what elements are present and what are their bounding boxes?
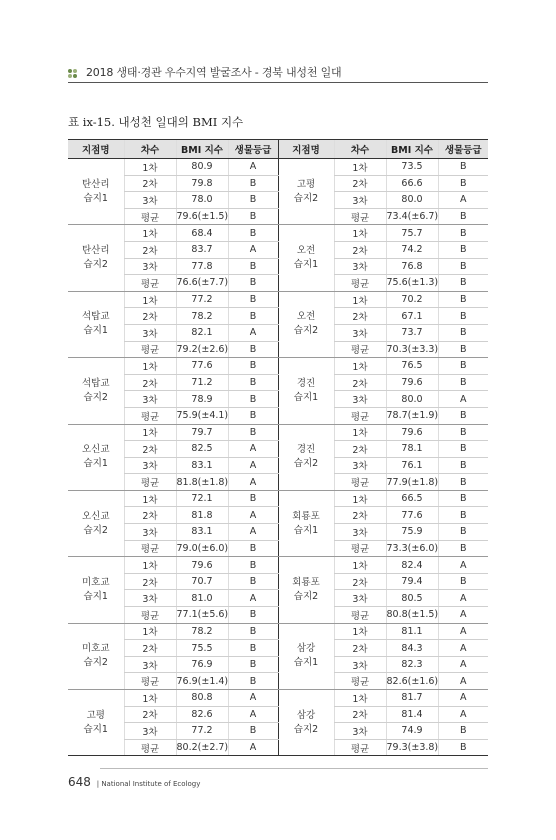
column-header: 차수 — [334, 140, 386, 159]
round-cell: 1차 — [334, 291, 386, 308]
site-name-line: 오전 — [296, 245, 316, 257]
site-name-cell — [278, 358, 334, 424]
bmi-value-cell: 79.6 — [176, 557, 228, 574]
round-cell: 1차 — [124, 424, 176, 441]
grade-cell: B — [438, 241, 488, 258]
bmi-value-cell: 78.1 — [386, 441, 438, 458]
grade-cell: A — [438, 192, 488, 209]
grade-cell: B — [228, 490, 278, 507]
grade-cell: B — [228, 607, 278, 624]
grade-cell: B — [228, 656, 278, 673]
round-cell: 1차 — [334, 225, 386, 242]
site-name-line: 습지2 — [83, 391, 108, 403]
site-name-line: 습지1 — [293, 524, 319, 536]
grade-cell: B — [228, 225, 278, 242]
bmi-value-cell: 70.2 — [386, 291, 438, 308]
round-cell: 2차 — [124, 441, 176, 458]
table-row — [68, 358, 488, 375]
grade-cell: A — [228, 241, 278, 258]
round-cell: 평균 — [334, 474, 386, 491]
table-row — [68, 490, 488, 507]
grade-cell: A — [438, 557, 488, 574]
grade-cell: B — [228, 208, 278, 225]
site-name-line: 오신교 — [81, 444, 110, 456]
grade-cell: A — [438, 391, 488, 408]
bmi-value-cell: 79.3(±3.8) — [386, 739, 438, 756]
round-cell: 2차 — [124, 573, 176, 590]
round-cell: 평균 — [334, 607, 386, 624]
site-name-line: 습지1 — [293, 657, 319, 669]
grade-cell: B — [228, 540, 278, 557]
bmi-value-cell: 81.0 — [176, 590, 228, 607]
round-cell: 2차 — [334, 573, 386, 590]
site-name-line: 습지2 — [83, 657, 108, 669]
grade-cell: B — [438, 490, 488, 507]
bmi-value-cell: 72.1 — [176, 490, 228, 507]
grade-cell: B — [438, 474, 488, 491]
site-name-cell — [68, 424, 124, 490]
column-header: 생물등급 — [228, 140, 278, 159]
bmi-value-cell: 81.1 — [386, 623, 438, 640]
site-name-line: 석탑교 — [81, 311, 110, 323]
round-cell: 2차 — [124, 640, 176, 657]
round-cell: 1차 — [124, 159, 176, 176]
round-cell: 1차 — [334, 690, 386, 707]
site-name-line: 고평 — [296, 178, 316, 190]
site-name-line: 오신교 — [81, 510, 110, 522]
round-cell: 1차 — [124, 623, 176, 640]
table-row — [68, 291, 488, 308]
round-cell: 평균 — [334, 275, 386, 292]
round-cell: 3차 — [124, 656, 176, 673]
page-number: 648 — [68, 775, 91, 789]
site-name-line: 습지2 — [293, 458, 319, 470]
round-cell: 3차 — [124, 192, 176, 209]
grade-cell: B — [438, 407, 488, 424]
site-name-line: 미호교 — [81, 643, 110, 655]
bmi-value-cell: 81.4 — [386, 706, 438, 723]
header-dots-icon — [68, 69, 82, 78]
site-name-cell — [68, 225, 124, 291]
site-name-line: 습지2 — [293, 325, 319, 337]
bmi-value-cell: 67.1 — [386, 308, 438, 325]
table-row — [68, 623, 488, 640]
grade-cell: B — [438, 507, 488, 524]
site-name-line: 습지1 — [83, 723, 108, 735]
table-row — [68, 159, 488, 176]
grade-cell: A — [438, 656, 488, 673]
round-cell: 평균 — [124, 208, 176, 225]
site-name-line: 미호교 — [81, 576, 110, 588]
grade-cell: B — [228, 424, 278, 441]
round-cell: 3차 — [124, 524, 176, 541]
grade-cell: B — [228, 291, 278, 308]
grade-cell: B — [438, 308, 488, 325]
bmi-value-cell: 79.6 — [386, 424, 438, 441]
bmi-value-cell: 79.7 — [176, 424, 228, 441]
site-name-line: 습지1 — [83, 192, 108, 204]
grade-cell: B — [438, 341, 488, 358]
grade-cell: B — [438, 175, 488, 192]
site-name-cell — [68, 159, 124, 225]
bmi-value-cell: 73.3(±6.0) — [386, 540, 438, 557]
site-name-cell — [278, 557, 334, 623]
bmi-value-cell: 84.3 — [386, 640, 438, 657]
site-name-line: 삼강 — [296, 643, 316, 655]
table-body — [68, 159, 488, 756]
round-cell: 1차 — [334, 623, 386, 640]
bmi-value-cell: 80.9 — [176, 159, 228, 176]
grade-cell: B — [438, 225, 488, 242]
bmi-value-cell: 68.4 — [176, 225, 228, 242]
site-name-cell — [278, 690, 334, 756]
table-row — [68, 690, 488, 707]
grade-cell: B — [228, 407, 278, 424]
grade-cell: B — [228, 175, 278, 192]
table-row — [68, 225, 488, 242]
bmi-value-cell: 76.1 — [386, 457, 438, 474]
bmi-value-cell: 81.8(±1.8) — [176, 474, 228, 491]
round-cell: 1차 — [124, 358, 176, 375]
header-title: 2018 생태·경관 우수지역 발굴조사 - 경북 내성천 일대 — [86, 66, 342, 79]
bmi-value-cell: 82.6(±1.6) — [386, 673, 438, 690]
round-cell: 평균 — [334, 739, 386, 756]
bmi-table — [68, 139, 488, 756]
bmi-value-cell: 70.3(±3.3) — [386, 341, 438, 358]
site-name-line: 습지2 — [293, 723, 319, 735]
site-name-line: 습지2 — [83, 259, 108, 271]
round-cell: 2차 — [334, 374, 386, 391]
bmi-value-cell: 74.2 — [386, 241, 438, 258]
header-rule — [68, 82, 488, 83]
round-cell: 3차 — [334, 324, 386, 341]
bmi-value-cell: 78.7(±1.9) — [386, 407, 438, 424]
site-name-line: 습지1 — [83, 590, 108, 602]
round-cell: 2차 — [334, 241, 386, 258]
round-cell: 3차 — [124, 457, 176, 474]
bmi-value-cell: 75.9(±4.1) — [176, 407, 228, 424]
round-cell: 3차 — [334, 457, 386, 474]
site-name-line: 회룡포 — [292, 576, 320, 588]
grade-cell: B — [228, 192, 278, 209]
bmi-value-cell: 76.9(±1.4) — [176, 673, 228, 690]
column-header: 생물등급 — [438, 140, 488, 159]
round-cell: 3차 — [124, 324, 176, 341]
bmi-value-cell: 83.7 — [176, 241, 228, 258]
site-name-cell — [68, 291, 124, 357]
grade-cell: A — [228, 457, 278, 474]
bmi-value-cell: 79.0(±6.0) — [176, 540, 228, 557]
page-header — [68, 64, 341, 80]
round-cell: 1차 — [124, 225, 176, 242]
round-cell: 1차 — [334, 490, 386, 507]
bmi-value-cell: 75.7 — [386, 225, 438, 242]
grade-cell: A — [228, 159, 278, 176]
round-cell: 3차 — [124, 723, 176, 740]
grade-cell: B — [228, 640, 278, 657]
round-cell: 평균 — [334, 208, 386, 225]
footer-rule — [100, 768, 488, 769]
grade-cell: B — [438, 573, 488, 590]
column-header: BMI 지수 — [176, 140, 228, 159]
bmi-value-cell: 83.1 — [176, 524, 228, 541]
round-cell: 3차 — [124, 391, 176, 408]
site-name-line: 경진 — [296, 444, 316, 456]
bmi-value-cell: 78.0 — [176, 192, 228, 209]
round-cell: 2차 — [334, 441, 386, 458]
round-cell: 3차 — [334, 258, 386, 275]
grade-cell: A — [228, 474, 278, 491]
round-cell: 3차 — [334, 723, 386, 740]
bmi-value-cell: 82.3 — [386, 656, 438, 673]
site-name-cell — [68, 690, 124, 756]
round-cell: 평균 — [124, 607, 176, 624]
bmi-value-cell: 81.7 — [386, 690, 438, 707]
page-footer — [68, 775, 200, 789]
round-cell: 2차 — [334, 640, 386, 657]
grade-cell: B — [228, 275, 278, 292]
round-cell: 3차 — [334, 192, 386, 209]
bmi-value-cell: 77.9(±1.8) — [386, 474, 438, 491]
bmi-value-cell: 78.9 — [176, 391, 228, 408]
site-name-line: 습지1 — [83, 458, 108, 470]
table-caption: 표 ix-15. 내성천 일대의 BMI 지수 — [68, 115, 244, 129]
site-name-cell — [68, 623, 124, 689]
column-header: 지점명 — [68, 140, 124, 159]
site-name-line: 습지1 — [293, 259, 319, 271]
site-name-line: 습지1 — [293, 391, 319, 403]
bmi-value-cell: 66.6 — [386, 175, 438, 192]
round-cell: 2차 — [124, 308, 176, 325]
bmi-value-cell: 83.1 — [176, 457, 228, 474]
bmi-value-cell: 82.5 — [176, 441, 228, 458]
grade-cell: B — [438, 291, 488, 308]
round-cell: 2차 — [124, 175, 176, 192]
bmi-value-cell: 77.6 — [176, 358, 228, 375]
round-cell: 2차 — [334, 507, 386, 524]
site-name-cell — [278, 159, 334, 225]
site-name-cell — [278, 490, 334, 556]
round-cell: 평균 — [334, 540, 386, 557]
grade-cell: B — [438, 524, 488, 541]
bmi-value-cell: 81.8 — [176, 507, 228, 524]
grade-cell: A — [438, 623, 488, 640]
round-cell: 1차 — [124, 690, 176, 707]
grade-cell: A — [228, 706, 278, 723]
grade-cell: B — [228, 573, 278, 590]
round-cell: 2차 — [124, 507, 176, 524]
bmi-value-cell: 76.6(±7.7) — [176, 275, 228, 292]
site-name-line: 습지2 — [293, 590, 319, 602]
bmi-value-cell: 76.8 — [386, 258, 438, 275]
footer-organization: | National Institute of Ecology — [96, 780, 201, 788]
grade-cell: B — [228, 374, 278, 391]
site-name-line: 습지1 — [83, 325, 108, 337]
grade-cell: A — [228, 690, 278, 707]
site-name-line: 회룡포 — [292, 510, 320, 522]
site-name-cell — [68, 490, 124, 556]
bmi-value-cell: 80.0 — [386, 391, 438, 408]
site-name-line: 탄산리 — [81, 178, 110, 190]
grade-cell: B — [228, 557, 278, 574]
grade-cell: B — [438, 457, 488, 474]
bmi-value-cell: 76.9 — [176, 656, 228, 673]
grade-cell: A — [228, 739, 278, 756]
grade-cell: B — [228, 341, 278, 358]
site-name-line: 고평 — [86, 709, 105, 721]
table-header-row — [68, 140, 488, 159]
round-cell: 평균 — [124, 673, 176, 690]
round-cell: 1차 — [124, 291, 176, 308]
grade-cell: B — [438, 159, 488, 176]
grade-cell: A — [438, 640, 488, 657]
site-name-cell — [278, 623, 334, 689]
bmi-value-cell: 77.6 — [386, 507, 438, 524]
site-name-line: 습지2 — [83, 524, 108, 536]
bmi-value-cell: 79.8 — [176, 175, 228, 192]
site-name-cell — [278, 424, 334, 490]
round-cell: 3차 — [124, 258, 176, 275]
grade-cell: B — [438, 208, 488, 225]
grade-cell: A — [228, 524, 278, 541]
round-cell: 2차 — [124, 241, 176, 258]
bmi-value-cell: 78.2 — [176, 623, 228, 640]
bmi-value-cell: 73.4(±6.7) — [386, 208, 438, 225]
round-cell: 2차 — [334, 706, 386, 723]
grade-cell: A — [228, 590, 278, 607]
bmi-value-cell: 73.7 — [386, 324, 438, 341]
grade-cell: B — [438, 739, 488, 756]
grade-cell: B — [228, 258, 278, 275]
bmi-value-cell: 75.5 — [176, 640, 228, 657]
round-cell: 3차 — [124, 590, 176, 607]
round-cell: 2차 — [124, 374, 176, 391]
bmi-value-cell: 70.7 — [176, 573, 228, 590]
round-cell: 1차 — [334, 159, 386, 176]
bmi-value-cell: 80.0 — [386, 192, 438, 209]
grade-cell: B — [228, 358, 278, 375]
column-header: 지점명 — [278, 140, 334, 159]
round-cell: 2차 — [124, 706, 176, 723]
grade-cell: B — [438, 441, 488, 458]
round-cell: 1차 — [334, 358, 386, 375]
round-cell: 평균 — [124, 275, 176, 292]
grade-cell: B — [438, 358, 488, 375]
site-name-cell — [68, 358, 124, 424]
round-cell: 평균 — [334, 673, 386, 690]
round-cell: 평균 — [124, 341, 176, 358]
bmi-value-cell: 80.8(±1.5) — [386, 607, 438, 624]
grade-cell: B — [438, 723, 488, 740]
bmi-value-cell: 80.8 — [176, 690, 228, 707]
grade-cell: B — [438, 540, 488, 557]
bmi-value-cell: 71.2 — [176, 374, 228, 391]
grade-cell: B — [228, 308, 278, 325]
table-row — [68, 557, 488, 574]
site-name-line: 석탑교 — [81, 377, 110, 389]
grade-cell: A — [438, 673, 488, 690]
round-cell: 3차 — [334, 590, 386, 607]
bmi-value-cell: 82.6 — [176, 706, 228, 723]
round-cell: 3차 — [334, 656, 386, 673]
round-cell: 평균 — [124, 407, 176, 424]
bmi-value-cell: 82.4 — [386, 557, 438, 574]
grade-cell: B — [438, 374, 488, 391]
round-cell: 평균 — [334, 341, 386, 358]
round-cell: 1차 — [124, 490, 176, 507]
grade-cell: B — [228, 673, 278, 690]
site-name-line: 습지2 — [293, 192, 319, 204]
bmi-value-cell: 77.1(±5.6) — [176, 607, 228, 624]
grade-cell: A — [228, 441, 278, 458]
bmi-value-cell: 77.2 — [176, 291, 228, 308]
bmi-value-cell: 79.2(±2.6) — [176, 341, 228, 358]
site-name-line: 경진 — [296, 377, 316, 389]
bmi-value-cell: 78.2 — [176, 308, 228, 325]
site-name-line: 오전 — [296, 311, 316, 323]
grade-cell: A — [228, 324, 278, 341]
table-row — [68, 424, 488, 441]
bmi-value-cell: 74.9 — [386, 723, 438, 740]
bmi-value-cell: 76.5 — [386, 358, 438, 375]
site-name-line: 탄산리 — [81, 245, 110, 257]
round-cell: 1차 — [334, 424, 386, 441]
bmi-value-cell: 79.6 — [386, 374, 438, 391]
round-cell: 1차 — [334, 557, 386, 574]
round-cell: 평균 — [124, 540, 176, 557]
round-cell: 평균 — [334, 407, 386, 424]
round-cell: 3차 — [334, 524, 386, 541]
round-cell: 평균 — [124, 739, 176, 756]
grade-cell: A — [438, 690, 488, 707]
round-cell: 2차 — [334, 308, 386, 325]
site-name-cell — [68, 557, 124, 623]
bmi-value-cell: 79.4 — [386, 573, 438, 590]
column-header: 차수 — [124, 140, 176, 159]
grade-cell: A — [228, 507, 278, 524]
grade-cell: A — [438, 607, 488, 624]
grade-cell: B — [228, 391, 278, 408]
site-name-line: 삼강 — [296, 709, 316, 721]
grade-cell: B — [438, 275, 488, 292]
bmi-value-cell: 75.9 — [386, 524, 438, 541]
round-cell: 2차 — [334, 175, 386, 192]
site-name-cell — [278, 225, 334, 291]
column-header: BMI 지수 — [386, 140, 438, 159]
bmi-value-cell: 73.5 — [386, 159, 438, 176]
grade-cell: B — [438, 424, 488, 441]
bmi-value-cell: 75.6(±1.3) — [386, 275, 438, 292]
site-name-cell — [278, 291, 334, 357]
bmi-value-cell: 80.2(±2.7) — [176, 739, 228, 756]
bmi-value-cell: 66.5 — [386, 490, 438, 507]
bmi-value-cell: 77.8 — [176, 258, 228, 275]
grade-cell: B — [438, 258, 488, 275]
grade-cell: A — [438, 706, 488, 723]
grade-cell: A — [438, 590, 488, 607]
round-cell: 1차 — [124, 557, 176, 574]
bmi-value-cell: 79.6(±1.5) — [176, 208, 228, 225]
grade-cell: B — [228, 723, 278, 740]
grade-cell: B — [228, 623, 278, 640]
round-cell: 평균 — [124, 474, 176, 491]
bmi-value-cell: 82.1 — [176, 324, 228, 341]
round-cell: 3차 — [334, 391, 386, 408]
bmi-value-cell: 77.2 — [176, 723, 228, 740]
bmi-value-cell: 80.5 — [386, 590, 438, 607]
grade-cell: B — [438, 324, 488, 341]
